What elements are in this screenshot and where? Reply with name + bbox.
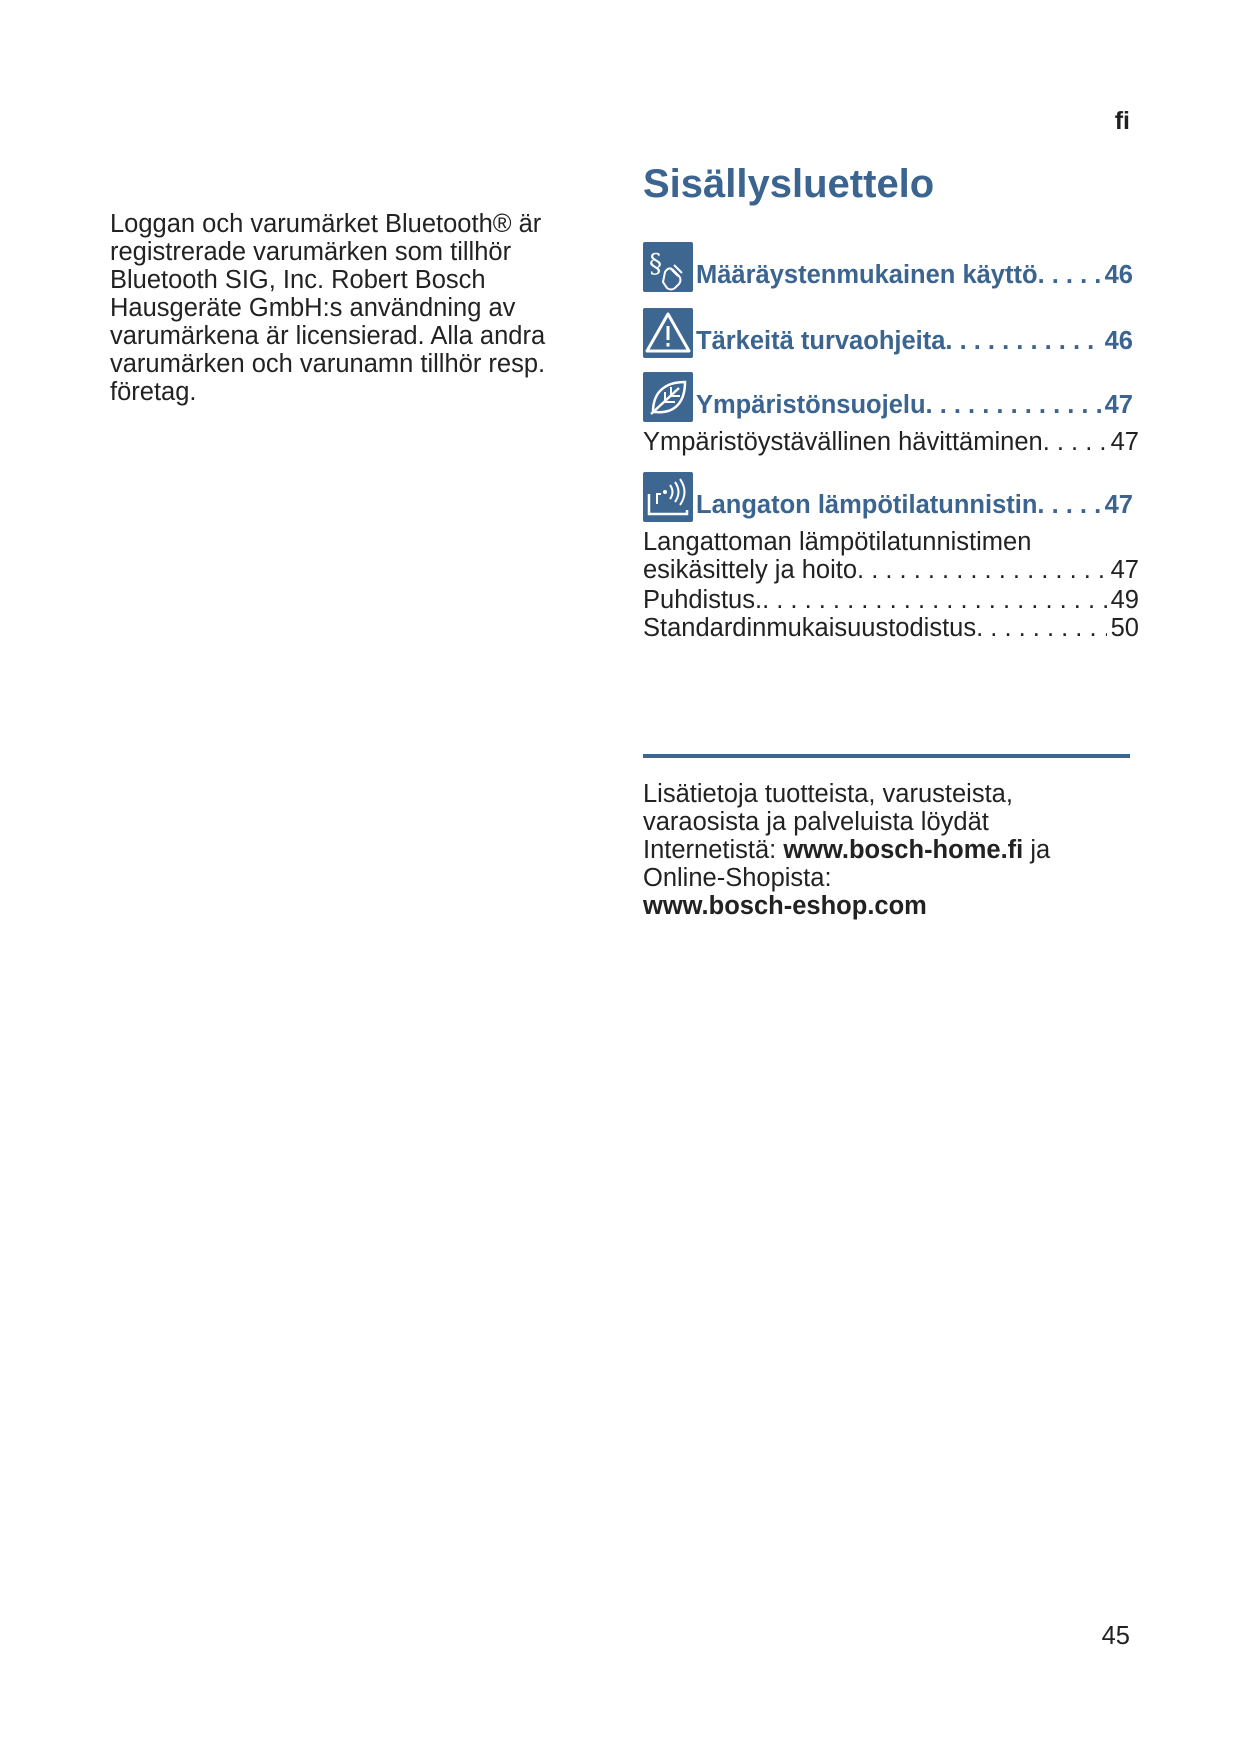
- bosch-home-link[interactable]: www.bosch-home.fi: [783, 836, 1024, 864]
- page-number: 45: [1101, 1622, 1130, 1650]
- section-label: Langaton lämpötilatunnistin: [696, 491, 1038, 519]
- section-page: 46: [1104, 261, 1133, 289]
- wireless-sensor-icon: [643, 472, 693, 522]
- toc-subitem-conformity[interactable]: Standardinmukaisuustodistus . . . 50: [643, 614, 1139, 642]
- warning-triangle-icon: [643, 308, 693, 358]
- toc-section-intended-use[interactable]: [643, 242, 1133, 292]
- section-page: 46: [1104, 327, 1133, 355]
- toc-section-wireless-sensor[interactable]: [643, 472, 1133, 522]
- toc-section-environment[interactable]: [643, 372, 1133, 422]
- toc-title: Sisällysluettelo: [643, 162, 935, 206]
- toc-subitem-pretreatment[interactable]: esikäsittely ja hoito . . . 47: [643, 556, 1139, 584]
- trademark-paragraph: Loggan och varumärket Bluetooth® är registrerade varumärken som tillhör Bluetooth SIG, Inc. Robert Bosch Hausgeräte GmbH:s användning av varumärkena är licensierad. Alla andra varumärken och varunamn tillhör resp. företag.: [110, 210, 546, 406]
- divider: [643, 754, 1130, 758]
- svg-text:§: §: [649, 249, 662, 279]
- trademark-notice: [110, 210, 600, 406]
- toc-subitem-cleaning[interactable]: Puhdistus. . . . 49: [643, 586, 1139, 614]
- toc-subitem-disposal[interactable]: Ympäristöystävällinen hävittäminen . . . 47: [643, 428, 1139, 456]
- toc-section-safety[interactable]: [643, 308, 1133, 358]
- section-page: 47: [1104, 491, 1133, 519]
- section-label: Ympäristönsuojelu: [696, 391, 926, 419]
- more-info-text: Lisätietoja tuotteista, varusteista, varaosista ja palveluista löydät Internetistä: www.bosch-home.fi ja Online-Shopista: www.bosch-eshop.com: [643, 780, 1051, 920]
- section-page: 47: [1104, 391, 1133, 419]
- section-label: Määräystenmukainen käyttö: [696, 261, 1038, 289]
- section-label: Tärkeitä turvaohjeita: [696, 327, 946, 355]
- paragraph-hand-icon: [643, 242, 693, 292]
- language-tag: fi: [1114, 107, 1130, 135]
- bosch-eshop-link[interactable]: www.bosch-eshop.com: [643, 892, 927, 920]
- toc-subitem-pretreatment-line1: Langattoman lämpötilatunnistimen: [643, 528, 1032, 556]
- leaf-icon: [643, 372, 693, 422]
